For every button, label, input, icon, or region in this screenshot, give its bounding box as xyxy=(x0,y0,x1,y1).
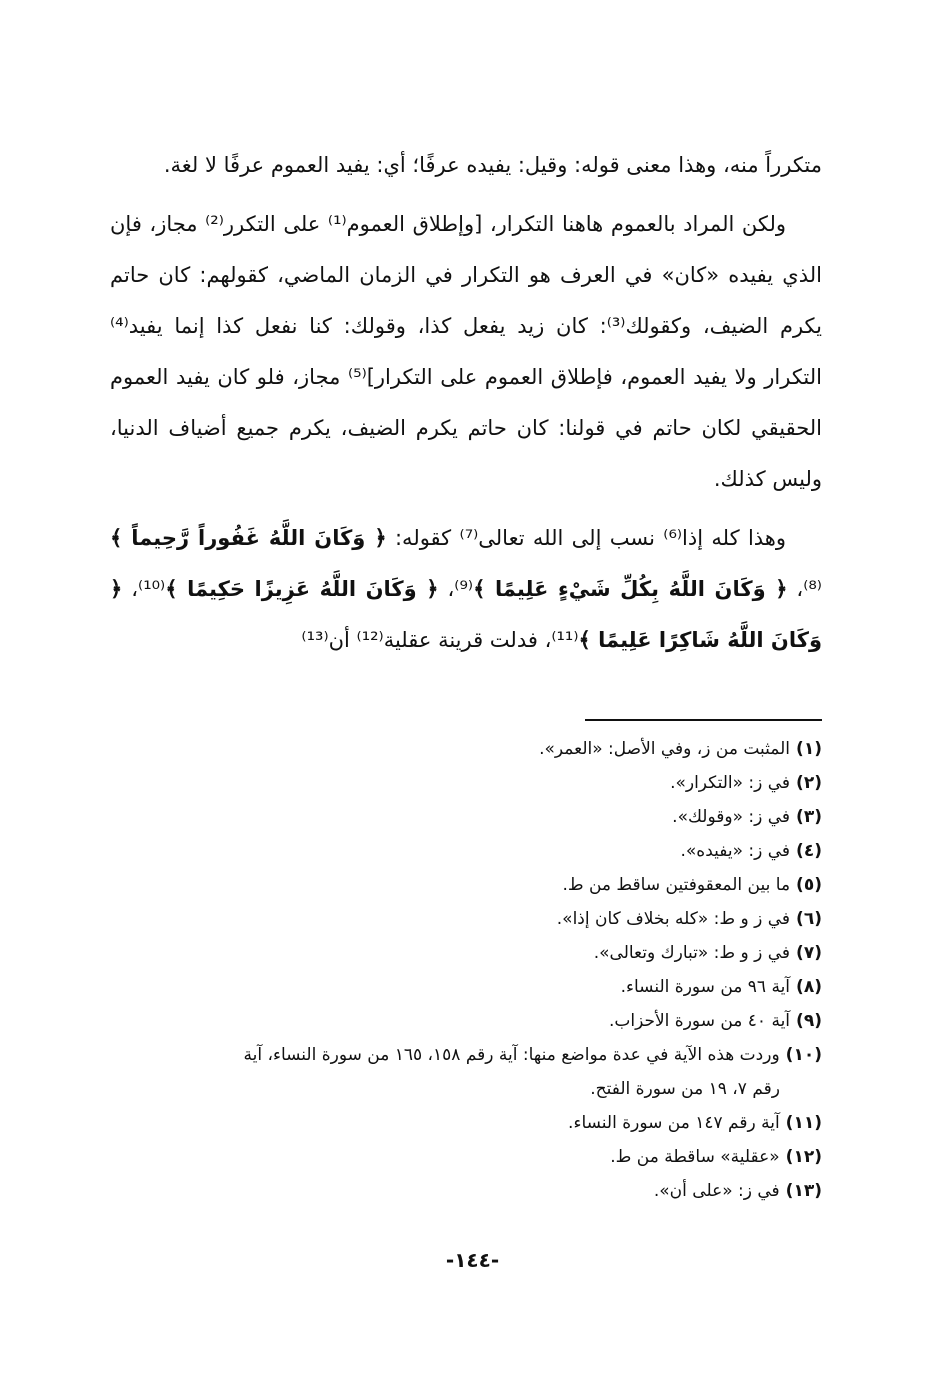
paragraph-3 xyxy=(110,513,822,666)
main-text xyxy=(110,140,822,666)
footnote-item xyxy=(100,766,822,800)
footnote-item xyxy=(100,1174,822,1208)
footnote-number: (١٢) xyxy=(785,1147,822,1167)
footnote-text: في ز: «التكرار». xyxy=(670,773,791,793)
footnote-number: (٨) xyxy=(796,977,822,997)
footnote-text: ما بين المعقوفتين ساقط من ط. xyxy=(562,875,791,895)
footnote-number: (٧) xyxy=(796,943,822,963)
footnote-item xyxy=(100,902,822,936)
footnote-number: (٥) xyxy=(796,875,822,895)
footnote-separator xyxy=(585,719,822,721)
footnote-text: آية ٤٠ من سورة الأحزاب. xyxy=(608,1011,791,1031)
footnote-text: رقم ٧، ١٩ من سورة الفتح. xyxy=(590,1079,780,1099)
footnote-text: وردت هذه الآية في عدة مواضع منها: آية رقم ١٥٨، ١٦٥ من سورة النساء، آية xyxy=(243,1045,780,1065)
footnote-number: (١٣) xyxy=(785,1181,822,1201)
footnote-item xyxy=(100,732,822,766)
paragraph-2: ولكن المراد بالعموم هاهنا التكرار، [وإطلاق العموم⁽¹⁾ على التكرر⁽²⁾ مجاز، فإن الذي يفيده «كان» في العرف هو التكرار في الزمان الماضي، كقولهم: كان حاتم يكرم الضيف، وكقولك⁽³⁾: كان زيد يفعل كذا، وقولك: كنا نفعل كذا إنما يفيد⁽⁴⁾ التكرار ولا يفيد العموم، فإطلاق العموم على التكرار]⁽⁵⁾ مجاز، فلو كان يفيد العموم الحقيقي لكان حاتم في قولنا: كان حاتم يكرم الضيف، يكرم جميع أضياف الدنيا، وليس كذلك. xyxy=(110,212,822,491)
footnote-number: (١) xyxy=(796,739,822,759)
footnote-item xyxy=(100,868,822,902)
footnote-number: (٢) xyxy=(796,773,822,793)
footnote-item xyxy=(100,1004,822,1038)
footnote-item-continuation xyxy=(100,1072,822,1106)
footnote-ref: ⁽¹⁰⁾، xyxy=(122,577,166,601)
footnotes xyxy=(100,732,822,1208)
footnote-number: (٣) xyxy=(796,807,822,827)
quran-verse: ﴿ وَكَانَ اللَّهُ عَزِيزًا حَكِيمًا ﴾ xyxy=(165,577,439,601)
footnote-item xyxy=(100,800,822,834)
footnote-text: في ز: «يفيده». xyxy=(680,841,791,861)
footnote-text: في ز و ط: «تبارك وتعالى». xyxy=(593,943,791,963)
footnote-number: (٦) xyxy=(796,909,822,929)
footnote-number: (٩) xyxy=(796,1011,822,1031)
footnote-number: (١١) xyxy=(785,1113,822,1133)
footnote-text: في ز: «وقولك». xyxy=(672,807,791,827)
footnote-number: (٤) xyxy=(796,841,822,861)
footnote-text: «عقلية» ساقطة من ط. xyxy=(610,1147,780,1167)
paragraph-3-lead: وهذا كله إذا⁽⁶⁾ نسب إلى الله تعالى⁽⁷⁾ كقوله: xyxy=(386,526,787,550)
footnote-number: (١٠) xyxy=(785,1045,822,1065)
quran-verse: ﴿ وَكَانَ اللَّهُ غَفُوراً رَّحِيماً ﴾ xyxy=(110,526,387,550)
paragraph-3-tail: ⁽¹¹⁾، فدلت قرينة عقلية⁽¹²⁾ أن⁽¹³⁾ xyxy=(301,628,579,652)
footnote-item xyxy=(100,834,822,868)
footnote-item xyxy=(100,936,822,970)
page-number: -١٤٤- xyxy=(445,1248,500,1272)
footnote-ref: ⁽⁹⁾، xyxy=(438,577,474,601)
footnote-item xyxy=(100,1106,822,1140)
footnote-item xyxy=(100,1038,822,1072)
footnote-text: في ز و ط: «كله بخلاف كان إذا». xyxy=(556,909,791,929)
footnote-item xyxy=(100,1140,822,1174)
footnote-text: المثبت من ز، وفي الأصل: «العمر». xyxy=(539,739,791,759)
footnote-text: آية ٩٦ من سورة النساء. xyxy=(620,977,791,997)
footnote-ref: ⁽⁸⁾، xyxy=(787,577,822,601)
footnote-text: آية رقم ١٤٧ من سورة النساء. xyxy=(568,1113,780,1133)
footnote-item xyxy=(100,970,822,1004)
quran-verse: ﴿ وَكَانَ اللَّهُ شَاكِرًا عَلِيمًا ﴾ xyxy=(110,577,822,652)
footnote-text: في ز: «على أن». xyxy=(653,1181,780,1201)
paragraph-1: متكرراً منه، وهذا معنى قوله: وقيل: يفيده عرفًا؛ أي: يفيد العموم عرفًا لا لغة. xyxy=(163,153,822,177)
quran-verse: ﴿ وَكَانَ اللَّهُ بِكُلِّ شَيْءٍ عَلِيمًا ﴾ xyxy=(473,577,788,601)
